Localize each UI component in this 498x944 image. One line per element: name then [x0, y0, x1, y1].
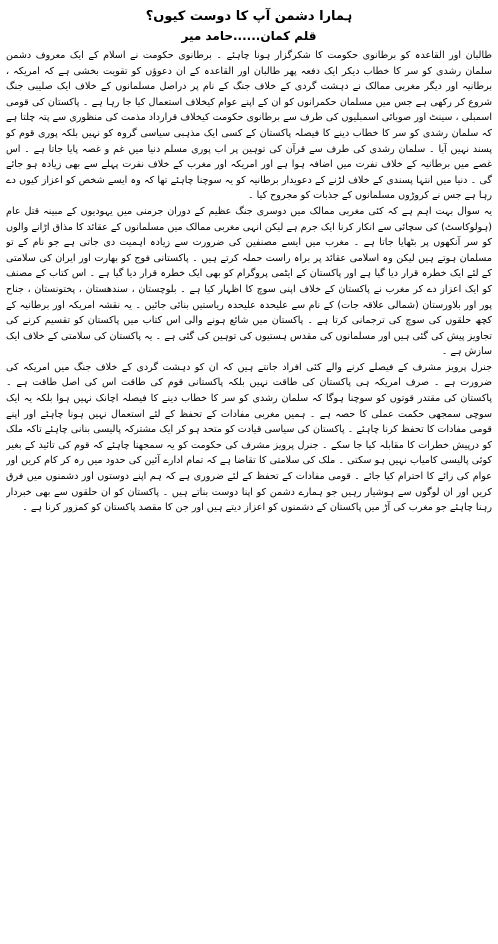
paragraph-1: طالبان اور القاعدہ کو برطانوی حکومت کا شکرگزار ہونا چاہئے ۔ برطانوی حکومت نے اسلام کے ایک معروف دشمن سلمان رشدی کو سر کا خطاب دیکر ایک دفعہ پھر طالبان اور القاعدہ کے ان دعوؤں کو تقویت بخشی ہے کہ امریکہ ، برطانیہ اور دیگر مغربی ممالک نے دہشت گردی کے خلاف جنگ کے نام پر دراصل مسلمانوں کے خلاف ایک صلیبی جنگ شروع کر رکھی ہے جس میں مسلمان حکمرانوں کو ان کے اپنے عوام کیخلاف استعمال کیا جا رہا ہے ۔ پاکستان کی قومی اسمبلی ، سینٹ اور صوبائی اسمبلیوں کی طرف سے برطانوی حکومت کیخلاف قرارداد مذمت کی منظوری سے پتہ چلتا ہے کہ سلمان رشدی کو سر کا خطاب دینے کا فیصلہ پاکستان کے کسی ایک مذہبی سیاسی گروہ کو نہیں بلکہ پوری قوم کو پسند نہیں آیا ۔ سلمان رشدی کی طرف سے قرآن کی توہین پر اب پوری مسلم دنیا میں غم و غصہ پایا جاتا ہے ۔ اس غصے میں برطانیہ کے خلاف نفرت میں اضافہ ہوا ہے اور امریکہ اور مغرب کے خلاف نفرت پہلے سے بھی زیادہ ہو جائے گی ۔ دنیا میں انتہا پسندی کے خلاف لڑنے کے دعویدار برطانیہ کو یہ سوچنا چاہئے تھا کہ وہ ایسے شخص کو اعزاز کیوں دے رہا ہے جس نے کروڑوں مسلمانوں کے جذبات کو مجروح کیا ۔: [6, 50, 492, 202]
article-byline: قلم کمان......حامد میر: [181, 29, 317, 43]
article-body: [6, 48, 492, 932]
paragraph-3: جنرل پرویز مشرف کے فیصلے کرنے والے کئی افراد جانتے ہیں کہ ان کو دہشت گردی کے خلاف جنگ میں امریکہ کی ضرورت ہے ۔ صرف امریکہ ہی پاکستان کی طاقت نہیں بلکہ پاکستانی قوم کی طاقت اس کی اصل طاقت ہے ۔ پاکستان کی مقتدر قوتوں کو سوچنا ہوگا کہ سلمان رشدی کو سر کا خطاب دینے کا فیصلہ اچانک نہیں ہوا بلکہ یہ ایک سوچی سمجھی حکمت عملی کا حصہ ہے ۔ ہمیں مغربی مفادات کے تحفظ کے لئے استعمال نہیں ہونا چاہئے اور اپنے قومی مفادات کا تحفظ کرنا چاہئے ۔ پاکستان کی سیاسی قیادت کو متحد ہو کر ایک مشترکہ پالیسی بنانی چاہئے تاکہ ملک کو درپیش خطرات کا مقابلہ کیا جا سکے ۔ جنرل پرویز مشرف کی حکومت کو یہ سمجھنا چاہئے کہ قوم کی تائید کے بغیر کوئی پالیسی کامیاب نہیں ہو سکتی ۔ ملک کی سلامتی کا تقاضا ہے کہ تمام ادارے آئین کی حدود میں رہ کر کام کریں اور عوام کی رائے کا احترام کیا جائے ۔ قومی مفادات کے تحفظ کے لئے ضروری ہے کہ ہم اپنے دوستوں اور دشمنوں میں فرق کریں اور ان لوگوں سے ہوشیار رہیں جو ہمارے دشمن کو اپنا دوست بناتے ہیں ۔ پاکستان کو ان حلقوں سے بھی خبردار رہنا چاہئے جو مغرب کی آڑ میں پاکستان کے دشمنوں کو اعزاز دیتے ہیں اور جن کا مقصد پاکستان کو کمزور کرنا ہے ۔: [6, 361, 492, 514]
article-header: [6, 8, 492, 44]
paragraph-2: یہ سوال بہت اہم ہے کہ کئی مغربی ممالک میں دوسری جنگ عظیم کے دوران جرمنی میں یہودیوں کے مبینہ قتل عام (ہولوکاسٹ) کی سچائی سے انکار کرنا ایک جرم ہے لیکن انہی مغربی ممالک میں مسلمانوں کے عقائد کا مذاق اڑانے والوں کو سر آنکھوں پر بٹھایا جاتا ہے ۔ مغرب میں ایسے مصنفین کی ضرورت سے زیادہ اہمیت دی جاتی ہے جو نام کے تو مسلمان ہوتے ہیں لیکن وہ اسلامی عقائد پر براہ راست حملہ کرتے ہیں ۔ پاکستانی فوج کو بھارت اور ایران کی سلامتی کے لئے ایک خطرہ قرار دیا گیا ہے اور پاکستان کے ایٹمی پروگرام کو بھی ایک خطرہ قرار دیا گیا ہے ۔ اس کتاب کے مصنف کو ایک اعزاز دے کر مغرب نے پاکستان کے خلاف اپنی سوچ کا اظہار کیا ہے ۔ بلوچستان ، سندھستان ، پختونستان ، جناح پور اور بلاورستان (شمالی علاقہ جات) کے نام سے علیحدہ علیحدہ ریاستیں بنائی جائیں ۔ یہ نقشہ امریکہ اور برطانیہ کے کچھ حلقوں کی سوچ کی ترجمانی کرتا ہے ۔ پاکستان میں شائع ہونے والی اس کتاب میں پاکستان کو تقسیم کرنے کی تجاویز پیش کی گئی ہیں اور مسلمانوں کی مقدس ہستیوں کی توہین کی گئی ہے ۔ یہ پاکستان کی سلامتی کے خلاف ایک سازش ہے ۔: [6, 205, 492, 358]
article-title: ہمارا دشمن آپ کا دوست کیوں؟: [145, 9, 353, 24]
